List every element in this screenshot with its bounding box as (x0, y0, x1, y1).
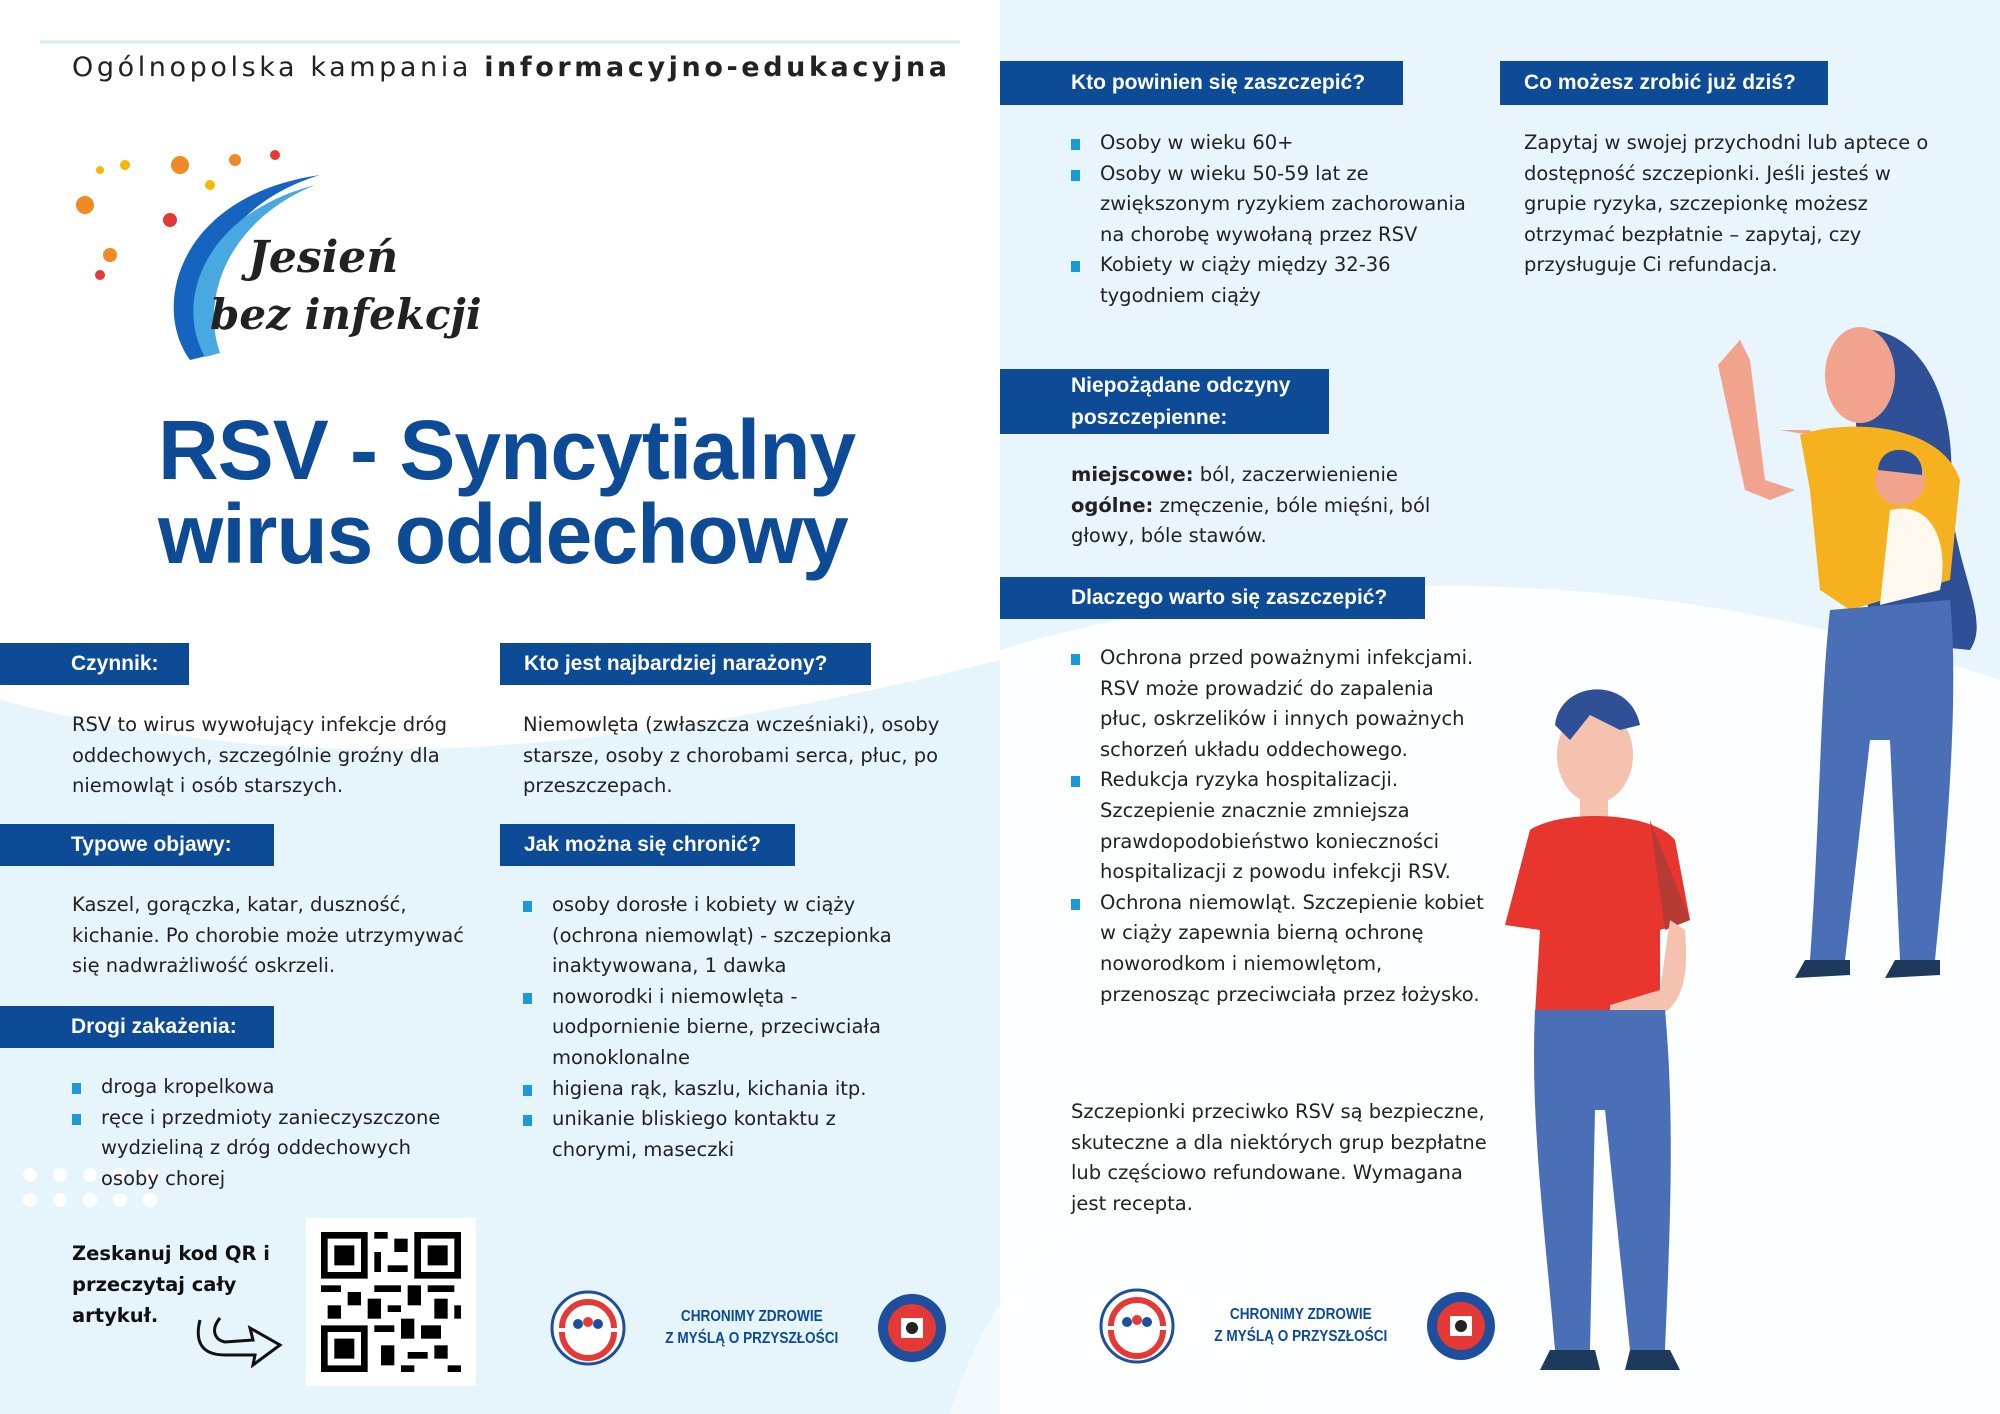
heading-dlaczego: Dlaczego warto się zaszczepić? (1000, 577, 1425, 619)
campaign-tagline: Ogólnopolska kampania informacyjno-edukacyjna (72, 52, 951, 83)
list-item: Osoby w wieku 60+ (1071, 128, 1491, 159)
niepozadane-text: miejscowe: ból, zaczerwienienie ogólne: zmęczenie, bóle mięśni, ból głowy, bóle stawów. (1071, 463, 1431, 548)
qr-code-icon (320, 1232, 462, 1372)
footer-slogan: CHRONIMY ZDROWIE Z MYŚLĄ O PRZYSZŁOŚCI (1214, 1306, 1388, 1345)
list-item: Osoby w wieku 50-59 lat ze zwiększonym ryzykiem zachorowania na chorobę wywołaną przez RSV (1071, 159, 1491, 251)
logo-line1: Jesień (248, 232, 399, 283)
narazony-text: Niemowlęta (zwłaszcza wcześniaki), osoby starsze, osoby z chorobami serca, płuc, po przeszczepach. (523, 713, 940, 798)
heading-niepozadane: Niepożądane odczyny poszczepienne: (1000, 369, 1329, 434)
heading-narazony: Kto jest najbardziej narażony? (500, 643, 871, 685)
objawy-text: Kaszel, gorączka, katar, duszność, kichanie. Po chorobie może utrzymywać się nadwrażliwość oskrzeli. (72, 893, 464, 978)
heading-chronic: Jak można się chronić? (500, 824, 795, 866)
qr-code[interactable] (306, 1218, 476, 1386)
page-title: RSV - Syncytialny wirus oddechowy (158, 403, 856, 581)
list-item: droga kropelkowa (72, 1072, 472, 1103)
list-item: higiena rąk, kaszlu, kichania itp. (523, 1074, 923, 1105)
heading-czynnik: Czynnik: (0, 643, 189, 685)
summary-text: Szczepionki przeciwko RSV są bezpieczne, skuteczne a dla niektórych grup bezpłatne lub częściowo refundowane. Wymagana jest recepta. (1071, 1100, 1487, 1215)
sanitary-inspection-seal-icon (876, 1292, 948, 1364)
list-item: ręce i przedmioty zanieczyszczone wydzieliną z dróg oddechowych osoby chorej (72, 1103, 472, 1195)
chronimy-zdrowie-logo-icon (548, 1288, 628, 1368)
list-item: osoby dorosłe i kobiety w ciąży (ochrona niemowląt) - szczepionka inaktywowana, 1 dawka (523, 890, 923, 982)
chronic-list (523, 890, 923, 1165)
sanitary-inspection-seal-icon (1425, 1290, 1497, 1362)
list-item: noworodki i niemowlęta - uodpornienie bierne, przeciwciała monoklonalne (523, 982, 923, 1074)
man-illustration (1500, 670, 1750, 1380)
list-item: Kobiety w ciąży między 32-36 tygodniem ciąży (1071, 250, 1491, 311)
list-item: Ochrona niemowląt. Szczepienie kobiet w ciąży zapewnia bierną ochronę noworodkom i niemowlętom, przenosząc przeciwciała przez łożysko. (1071, 888, 1486, 1010)
heading-drogi: Drogi zakażenia: (0, 1006, 274, 1048)
co-mozesz-text: Zapytaj w swojej przychodni lub aptece o dostępność szczepionki. Jeśli jesteś w grupie ryzyka, szczepionkę możesz otrzymać bezpłatnie – zapytaj, czy przysługuje Ci refundacja. (1524, 131, 1929, 277)
arrow-icon (195, 1310, 285, 1370)
drogi-list (72, 1072, 472, 1194)
footer-logos-left (548, 1288, 948, 1368)
chronimy-zdrowie-logo-icon (1097, 1286, 1177, 1366)
dlaczego-list (1071, 643, 1486, 1010)
heading-objawy: Typowe objawy: (0, 824, 274, 866)
logo-line2: bez infekcji (210, 290, 482, 339)
qr-instruction: Zeskanuj kod QR i przeczytaj cały artykuł. (72, 1242, 270, 1327)
heading-co-mozesz: Co możesz zrobić już dziś? (1500, 61, 1828, 105)
footer-logos-right (1097, 1286, 1497, 1366)
kto-list (1071, 128, 1491, 312)
list-item: unikanie bliskiego kontaktu z chorymi, maseczki (523, 1104, 923, 1165)
list-item: Redukcja ryzyka hospitalizacji. Szczepienie znacznie zmniejsza prawdopodobieństwo konieczności hospitalizacji z powodu infekcji RSV. (1071, 765, 1486, 887)
list-item: Ochrona przed poważnymi infekcjami. RSV może prowadzić do zapalenia płuc, oskrzelików i innych poważnych schorzeń układu oddechowego. (1071, 643, 1486, 765)
heading-kto-powinien: Kto powinien się zaszczepić? (1000, 61, 1403, 105)
footer-slogan: CHRONIMY ZDROWIE Z MYŚLĄ O PRZYSZŁOŚCI (665, 1308, 839, 1347)
czynnik-text: RSV to wirus wywołujący infekcje dróg oddechowych, szczególnie groźny dla niemowląt i osób starszych. (72, 713, 447, 798)
